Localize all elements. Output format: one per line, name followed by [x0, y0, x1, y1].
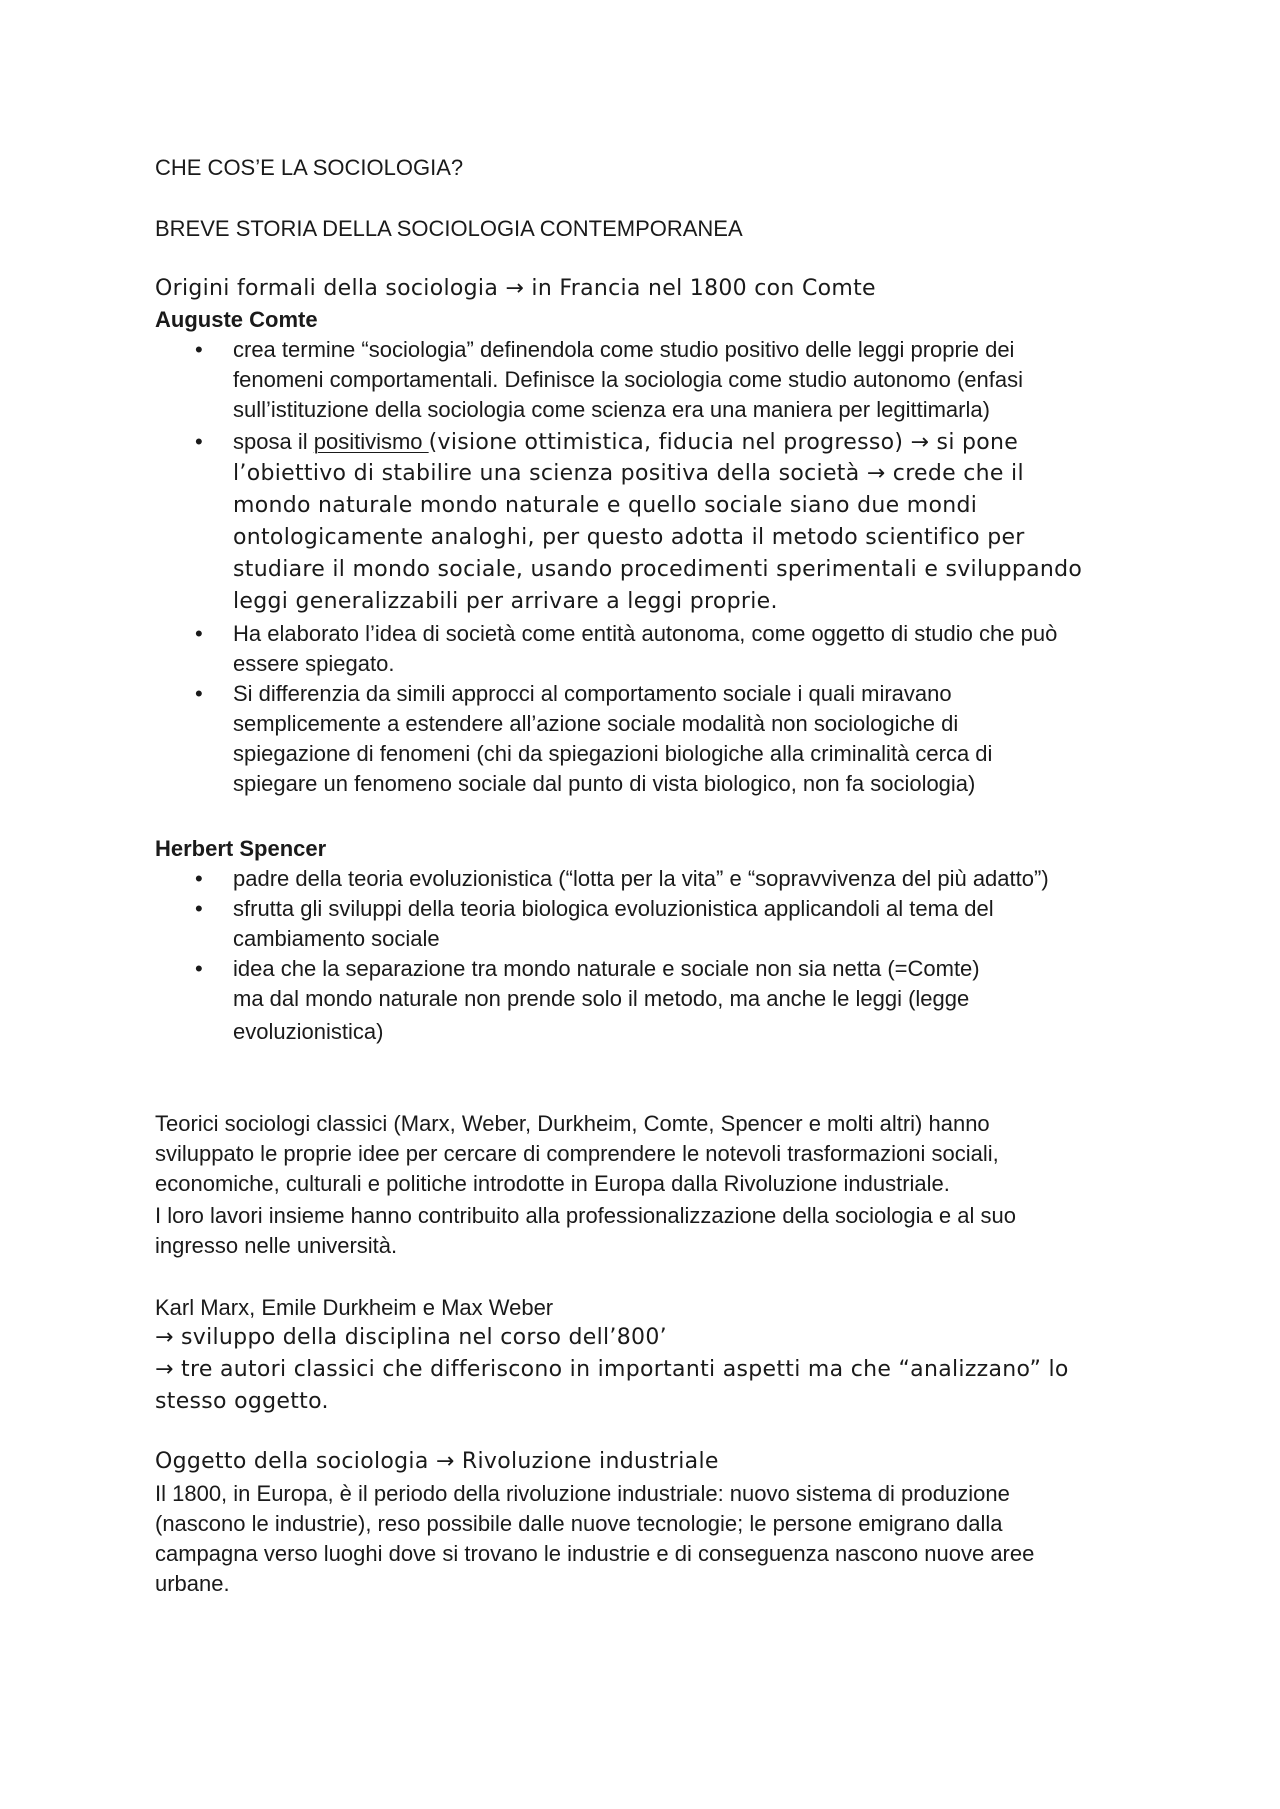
bullet-line: studiare il mondo sociale, usando procedimenti sperimentali e sviluppando	[233, 557, 1083, 582]
positivismo-link: positivismo	[313, 429, 429, 454]
bullet-line: leggi generalizzabili per arrivare a leggi proprie.	[233, 589, 778, 614]
bullet-marker: •	[195, 956, 203, 981]
paragraph-line: stesso oggetto.	[155, 1389, 329, 1414]
bullet-line: evoluzionistica)	[233, 1019, 384, 1044]
paragraph-line: → tre autori classici che differiscono in importanti aspetti ma che “analizzano” lo	[155, 1357, 1069, 1382]
paragraph-line: I loro lavori insieme hanno contribuito alla professionalizzazione della sociologia e al suo	[155, 1203, 1016, 1228]
bullet-line: Ha elaborato l’idea di società come entità autonoma, come oggetto di studio che può	[233, 621, 1058, 646]
paragraph-line: campagna verso luoghi dove si trovano le industrie e di conseguenza nascono nuove aree	[155, 1541, 1035, 1566]
bullet-marker: •	[195, 337, 203, 362]
bullet-line: sull’istituzione della sociologia come scienza era una maniera per legittimarla)	[233, 397, 990, 422]
bullet-line	[233, 428, 1018, 459]
classici-heading: Karl Marx, Emile Durkheim e Max Weber	[155, 1295, 554, 1320]
bullet-line: essere spiegato.	[233, 651, 395, 676]
bullet-line: cambiamento sociale	[233, 926, 440, 951]
page-title: CHE COS’E LA SOCIOLOGIA?	[155, 155, 464, 180]
paragraph-line: (nascono le industrie), reso possibile dalle nuove tecnologie; le persone emigrano dalla	[155, 1511, 1003, 1536]
bullet-line: ma dal mondo naturale non prende solo il metodo, ma anche le leggi (legge	[233, 986, 970, 1011]
paragraph-line: economiche, culturali e politiche introdotte in Europa dalla Rivoluzione industriale.	[155, 1171, 950, 1196]
bullet-text: (visione ottimistica, fiducia nel progresso) → si pone	[428, 430, 1019, 455]
bullet-marker: •	[195, 621, 203, 646]
bullet-marker: •	[195, 896, 203, 921]
bullet-line: padre della teoria evoluzionistica (“lotta per la vita” e “sopravvivenza del più adatto”)	[233, 866, 1049, 891]
bullet-line: semplicemente a estendere all’azione sociale modalità non sociologiche di	[233, 711, 959, 736]
paragraph-line: ingresso nelle università.	[155, 1233, 398, 1258]
bullet-line: fenomeni comportamentali. Definisce la sociologia come studio autonomo (enfasi	[233, 367, 1023, 392]
bullet-line: Si differenzia da simili approcci al comportamento sociale i quali miravano	[233, 681, 952, 706]
oggetto-heading: Oggetto della sociologia → Rivoluzione industriale	[155, 1449, 719, 1474]
bullet-marker: •	[195, 866, 203, 891]
comte-heading: Auguste Comte	[155, 307, 318, 332]
spencer-heading: Herbert Spencer	[155, 836, 327, 861]
bullet-line: idea che la separazione tra mondo naturale e sociale non sia netta (=Comte)	[233, 956, 980, 981]
paragraph-line: urbane.	[155, 1571, 230, 1596]
bullet-line: ontologicamente analoghi, per questo adotta il metodo scientifico per	[233, 525, 1025, 550]
bullet-line: crea termine “sociologia” definendola come studio positivo delle leggi proprie dei	[233, 337, 1015, 362]
origini-heading: Origini formali della sociologia → in Francia nel 1800 con Comte	[155, 276, 876, 301]
paragraph-line: sviluppato le proprie idee per cercare di comprendere le notevoli trasformazioni sociali,	[155, 1141, 999, 1166]
bullet-line: spiegare un fenomeno sociale dal punto di vista biologico, non fa sociologia)	[233, 771, 976, 796]
bullet-line: spiegazione di fenomeni (chi da spiegazioni biologiche alla criminalità cerca di	[233, 741, 993, 766]
bullet-line: l’obiettivo di stabilire una scienza positiva della società → crede che il	[233, 461, 1024, 486]
paragraph-line: → sviluppo della disciplina nel corso dell’800’	[155, 1325, 667, 1350]
paragraph-line: Il 1800, in Europa, è il periodo della rivoluzione industriale: nuovo sistema di produzione	[155, 1481, 1010, 1506]
bullet-text: sposa il	[233, 429, 314, 454]
bullet-line: sfrutta gli sviluppi della teoria biologica evoluzionistica applicandoli al tema del	[233, 896, 994, 921]
page-subtitle: BREVE STORIA DELLA SOCIOLOGIA CONTEMPORANEA	[155, 216, 743, 241]
bullet-line: mondo naturale mondo naturale e quello sociale siano due mondi	[233, 493, 978, 518]
bullet-marker: •	[195, 681, 203, 706]
bullet-marker: •	[195, 429, 203, 454]
paragraph-line: Teorici sociologi classici (Marx, Weber, Durkheim, Comte, Spencer e molti altri) hanno	[155, 1111, 990, 1136]
